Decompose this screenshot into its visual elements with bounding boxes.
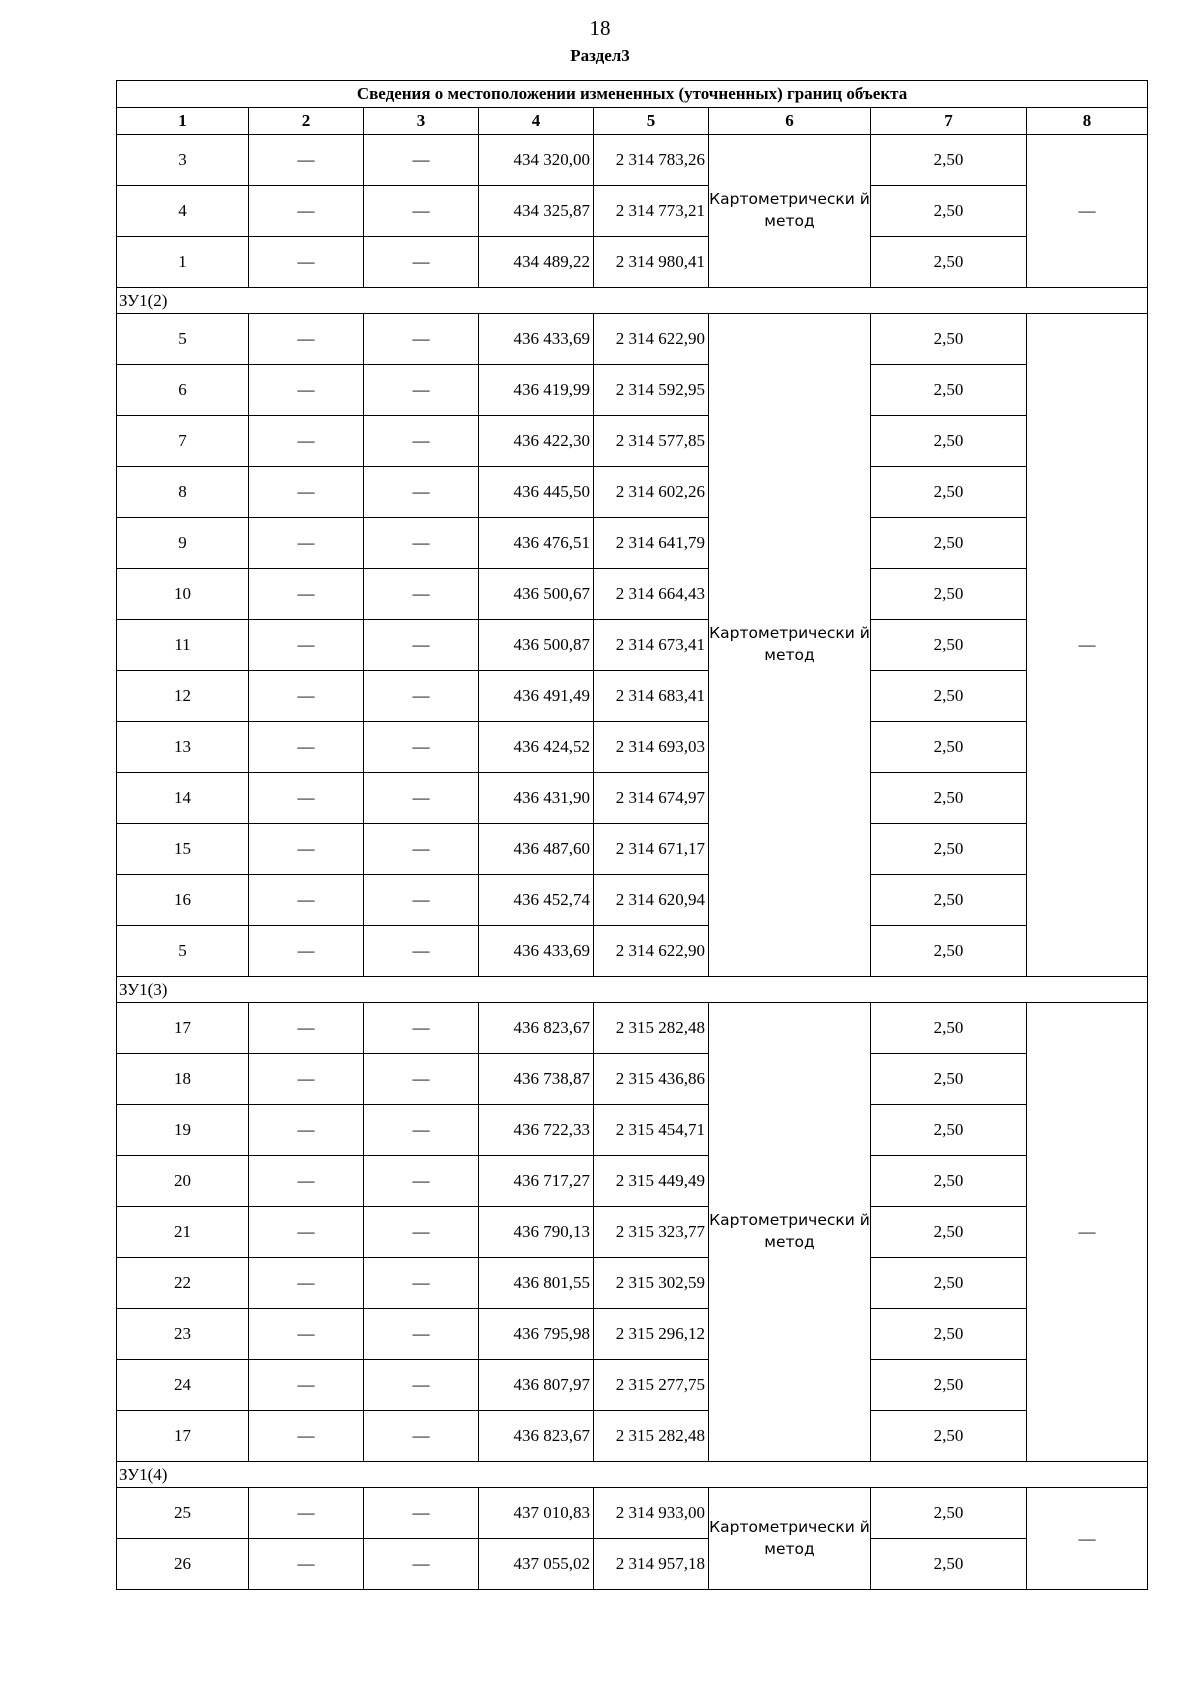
col3-dash-cell: — — [364, 773, 479, 824]
accuracy-cell: 2,50 — [871, 1258, 1027, 1309]
x-coordinate-cell: 436 419,99 — [479, 365, 594, 416]
accuracy-cell: 2,50 — [871, 620, 1027, 671]
table-row — [117, 1539, 1148, 1590]
y-coordinate-cell: 2 314 602,26 — [594, 467, 709, 518]
table-row — [117, 1207, 1148, 1258]
accuracy-cell: 2,50 — [871, 773, 1027, 824]
y-coordinate-cell: 2 315 436,86 — [594, 1054, 709, 1105]
x-coordinate-cell: 436 722,33 — [479, 1105, 594, 1156]
col2-dash-cell: — — [249, 671, 364, 722]
y-coordinate-cell: 2 314 622,90 — [594, 926, 709, 977]
col3-dash-cell: — — [364, 518, 479, 569]
col8-dash-cell: — — [1027, 1003, 1148, 1462]
col3-dash-cell: — — [364, 416, 479, 467]
point-number-cell: 19 — [117, 1105, 249, 1156]
table-row — [117, 467, 1148, 518]
point-number-cell: 17 — [117, 1003, 249, 1054]
point-number-cell: 13 — [117, 722, 249, 773]
accuracy-cell: 2,50 — [871, 237, 1027, 288]
y-coordinate-cell: 2 315 282,48 — [594, 1411, 709, 1462]
col3-dash-cell: — — [364, 671, 479, 722]
table-row — [117, 722, 1148, 773]
col2-dash-cell: — — [249, 620, 364, 671]
x-coordinate-cell: 434 489,22 — [479, 237, 594, 288]
table-row — [117, 1488, 1148, 1539]
col3-dash-cell: — — [364, 1539, 479, 1590]
y-coordinate-cell: 2 315 282,48 — [594, 1003, 709, 1054]
column-number: 7 — [871, 108, 1027, 135]
x-coordinate-cell: 437 055,02 — [479, 1539, 594, 1590]
table-row — [117, 875, 1148, 926]
page-number: 18 — [589, 16, 611, 40]
col2-dash-cell: — — [249, 416, 364, 467]
col3-dash-cell: — — [364, 1054, 479, 1105]
accuracy-cell: 2,50 — [871, 824, 1027, 875]
y-coordinate-cell: 2 315 277,75 — [594, 1360, 709, 1411]
point-number-cell: 20 — [117, 1156, 249, 1207]
col2-dash-cell: — — [249, 186, 364, 237]
x-coordinate-cell: 436 801,55 — [479, 1258, 594, 1309]
x-coordinate-cell: 436 422,30 — [479, 416, 594, 467]
accuracy-cell: 2,50 — [871, 569, 1027, 620]
col3-dash-cell: — — [364, 875, 479, 926]
x-coordinate-cell: 436 433,69 — [479, 314, 594, 365]
point-number-cell: 21 — [117, 1207, 249, 1258]
table-row — [117, 569, 1148, 620]
col2-dash-cell: — — [249, 365, 364, 416]
x-coordinate-cell: 436 500,67 — [479, 569, 594, 620]
col3-dash-cell: — — [364, 1258, 479, 1309]
y-coordinate-cell: 2 315 454,71 — [594, 1105, 709, 1156]
col2-dash-cell: — — [249, 314, 364, 365]
point-number-cell: 17 — [117, 1411, 249, 1462]
accuracy-cell: 2,50 — [871, 1054, 1027, 1105]
col8-dash-cell: — — [1027, 314, 1148, 977]
y-coordinate-cell: 2 314 957,18 — [594, 1539, 709, 1590]
point-number-cell: 16 — [117, 875, 249, 926]
point-number-cell: 24 — [117, 1360, 249, 1411]
table-row — [117, 1258, 1148, 1309]
point-number-cell: 4 — [117, 186, 249, 237]
y-coordinate-cell: 2 315 296,12 — [594, 1309, 709, 1360]
accuracy-cell: 2,50 — [871, 186, 1027, 237]
x-coordinate-cell: 436 487,60 — [479, 824, 594, 875]
point-number-cell: 9 — [117, 518, 249, 569]
point-number-cell: 26 — [117, 1539, 249, 1590]
col2-dash-cell: — — [249, 773, 364, 824]
x-coordinate-cell: 434 325,87 — [479, 186, 594, 237]
point-number-cell: 7 — [117, 416, 249, 467]
x-coordinate-cell: 436 424,52 — [479, 722, 594, 773]
col3-dash-cell: — — [364, 569, 479, 620]
accuracy-cell: 2,50 — [871, 926, 1027, 977]
method-cell: Картометрически й метод — [709, 314, 871, 977]
point-number-cell: 15 — [117, 824, 249, 875]
x-coordinate-cell: 436 433,69 — [479, 926, 594, 977]
col3-dash-cell: — — [364, 314, 479, 365]
accuracy-cell: 2,50 — [871, 314, 1027, 365]
col3-dash-cell: — — [364, 1411, 479, 1462]
x-coordinate-cell: 436 491,49 — [479, 671, 594, 722]
col8-dash-cell: — — [1027, 1488, 1148, 1590]
column-number: 1 — [117, 108, 249, 135]
y-coordinate-cell: 2 314 577,85 — [594, 416, 709, 467]
accuracy-cell: 2,50 — [871, 1539, 1027, 1590]
table-row — [117, 671, 1148, 722]
group-label: ЗУ1(3) — [117, 977, 1148, 1003]
method-cell: Картометрически й метод — [709, 1488, 871, 1590]
col2-dash-cell: — — [249, 237, 364, 288]
x-coordinate-cell: 436 476,51 — [479, 518, 594, 569]
column-number-row — [117, 108, 1148, 135]
col2-dash-cell: — — [249, 926, 364, 977]
col8-dash-cell: — — [1027, 135, 1148, 288]
point-number-cell: 6 — [117, 365, 249, 416]
col2-dash-cell: — — [249, 1105, 364, 1156]
col3-dash-cell: — — [364, 722, 479, 773]
col3-dash-cell: — — [364, 1309, 479, 1360]
y-coordinate-cell: 2 314 773,21 — [594, 186, 709, 237]
point-number-cell: 10 — [117, 569, 249, 620]
col2-dash-cell: — — [249, 1539, 364, 1590]
table-row — [117, 135, 1148, 186]
accuracy-cell: 2,50 — [871, 365, 1027, 416]
table-row — [117, 926, 1148, 977]
point-number-cell: 14 — [117, 773, 249, 824]
col2-dash-cell: — — [249, 1003, 364, 1054]
col3-dash-cell: — — [364, 1207, 479, 1258]
col3-dash-cell: — — [364, 1003, 479, 1054]
table-row — [117, 1054, 1148, 1105]
column-number: 2 — [249, 108, 364, 135]
x-coordinate-cell: 436 500,87 — [479, 620, 594, 671]
column-number: 3 — [364, 108, 479, 135]
accuracy-cell: 2,50 — [871, 1207, 1027, 1258]
accuracy-cell: 2,50 — [871, 416, 1027, 467]
x-coordinate-cell: 436 717,27 — [479, 1156, 594, 1207]
method-cell: Картометрически й метод — [709, 1003, 871, 1462]
accuracy-cell: 2,50 — [871, 1360, 1027, 1411]
x-coordinate-cell: 436 452,74 — [479, 875, 594, 926]
col2-dash-cell: — — [249, 1488, 364, 1539]
table-row — [117, 365, 1148, 416]
col2-dash-cell: — — [249, 1360, 364, 1411]
x-coordinate-cell: 437 010,83 — [479, 1488, 594, 1539]
table-row — [117, 237, 1148, 288]
y-coordinate-cell: 2 314 683,41 — [594, 671, 709, 722]
x-coordinate-cell: 436 738,87 — [479, 1054, 594, 1105]
x-coordinate-cell: 436 445,50 — [479, 467, 594, 518]
col2-dash-cell: — — [249, 1207, 364, 1258]
accuracy-cell: 2,50 — [871, 1309, 1027, 1360]
col3-dash-cell: — — [364, 1105, 479, 1156]
y-coordinate-cell: 2 314 671,17 — [594, 824, 709, 875]
col3-dash-cell: — — [364, 135, 479, 186]
col2-dash-cell: — — [249, 135, 364, 186]
table-row — [117, 773, 1148, 824]
y-coordinate-cell: 2 314 673,41 — [594, 620, 709, 671]
col2-dash-cell: — — [249, 1309, 364, 1360]
accuracy-cell: 2,50 — [871, 518, 1027, 569]
y-coordinate-cell: 2 314 693,03 — [594, 722, 709, 773]
col3-dash-cell: — — [364, 1360, 479, 1411]
table-row — [117, 518, 1148, 569]
column-number: 4 — [479, 108, 594, 135]
group-row — [117, 288, 1148, 314]
table-row — [117, 1309, 1148, 1360]
group-row — [117, 1462, 1148, 1488]
column-number: 5 — [594, 108, 709, 135]
point-number-cell: 22 — [117, 1258, 249, 1309]
table-row — [117, 1360, 1148, 1411]
table-caption: Сведения о местоположении измененных (уточненных) границ объекта — [117, 81, 1148, 108]
col2-dash-cell: — — [249, 467, 364, 518]
col2-dash-cell: — — [249, 1258, 364, 1309]
y-coordinate-cell: 2 314 592,95 — [594, 365, 709, 416]
table-row — [117, 1105, 1148, 1156]
x-coordinate-cell: 436 823,67 — [479, 1411, 594, 1462]
point-number-cell: 5 — [117, 314, 249, 365]
y-coordinate-cell: 2 314 674,97 — [594, 773, 709, 824]
group-label: ЗУ1(4) — [117, 1462, 1148, 1488]
col3-dash-cell: — — [364, 1156, 479, 1207]
col3-dash-cell: — — [364, 186, 479, 237]
point-number-cell: 12 — [117, 671, 249, 722]
point-number-cell: 3 — [117, 135, 249, 186]
y-coordinate-cell: 2 314 664,43 — [594, 569, 709, 620]
y-coordinate-cell: 2 314 980,41 — [594, 237, 709, 288]
accuracy-cell: 2,50 — [871, 1003, 1027, 1054]
col2-dash-cell: — — [249, 722, 364, 773]
col2-dash-cell: — — [249, 1411, 364, 1462]
point-number-cell: 1 — [117, 237, 249, 288]
table-row — [117, 314, 1148, 365]
table-row — [117, 1156, 1148, 1207]
col2-dash-cell: — — [249, 518, 364, 569]
method-cell: Картометрически й метод — [709, 135, 871, 288]
y-coordinate-cell: 2 315 302,59 — [594, 1258, 709, 1309]
accuracy-cell: 2,50 — [871, 1105, 1027, 1156]
x-coordinate-cell: 436 807,97 — [479, 1360, 594, 1411]
group-row — [117, 977, 1148, 1003]
x-coordinate-cell: 436 431,90 — [479, 773, 594, 824]
point-number-cell: 8 — [117, 467, 249, 518]
x-coordinate-cell: 436 823,67 — [479, 1003, 594, 1054]
accuracy-cell: 2,50 — [871, 875, 1027, 926]
y-coordinate-cell: 2 314 620,94 — [594, 875, 709, 926]
col2-dash-cell: — — [249, 824, 364, 875]
point-number-cell: 23 — [117, 1309, 249, 1360]
accuracy-cell: 2,50 — [871, 1488, 1027, 1539]
accuracy-cell: 2,50 — [871, 722, 1027, 773]
column-number: 8 — [1027, 108, 1148, 135]
col3-dash-cell: — — [364, 824, 479, 875]
accuracy-cell: 2,50 — [871, 1156, 1027, 1207]
col2-dash-cell: — — [249, 1054, 364, 1105]
point-number-cell: 11 — [117, 620, 249, 671]
y-coordinate-cell: 2 314 783,26 — [594, 135, 709, 186]
accuracy-cell: 2,50 — [871, 467, 1027, 518]
point-number-cell: 18 — [117, 1054, 249, 1105]
col3-dash-cell: — — [364, 365, 479, 416]
col2-dash-cell: — — [249, 1156, 364, 1207]
column-number: 6 — [709, 108, 871, 135]
accuracy-cell: 2,50 — [871, 1411, 1027, 1462]
table-row — [117, 1003, 1148, 1054]
accuracy-cell: 2,50 — [871, 671, 1027, 722]
x-coordinate-cell: 434 320,00 — [479, 135, 594, 186]
col3-dash-cell: — — [364, 1488, 479, 1539]
col3-dash-cell: — — [364, 467, 479, 518]
col3-dash-cell: — — [364, 237, 479, 288]
table-row — [117, 416, 1148, 467]
table-row — [117, 620, 1148, 671]
section-title: Раздел3 — [570, 46, 630, 65]
y-coordinate-cell: 2 314 933,00 — [594, 1488, 709, 1539]
x-coordinate-cell: 436 790,13 — [479, 1207, 594, 1258]
point-number-cell: 5 — [117, 926, 249, 977]
point-number-cell: 25 — [117, 1488, 249, 1539]
col3-dash-cell: — — [364, 620, 479, 671]
group-label: ЗУ1(2) — [117, 288, 1148, 314]
boundary-table — [116, 80, 1148, 1590]
table-row — [117, 186, 1148, 237]
y-coordinate-cell: 2 315 449,49 — [594, 1156, 709, 1207]
accuracy-cell: 2,50 — [871, 135, 1027, 186]
table-row — [117, 824, 1148, 875]
table-row — [117, 1411, 1148, 1462]
col2-dash-cell: — — [249, 875, 364, 926]
col3-dash-cell: — — [364, 926, 479, 977]
y-coordinate-cell: 2 314 622,90 — [594, 314, 709, 365]
y-coordinate-cell: 2 314 641,79 — [594, 518, 709, 569]
col2-dash-cell: — — [249, 569, 364, 620]
y-coordinate-cell: 2 315 323,77 — [594, 1207, 709, 1258]
x-coordinate-cell: 436 795,98 — [479, 1309, 594, 1360]
